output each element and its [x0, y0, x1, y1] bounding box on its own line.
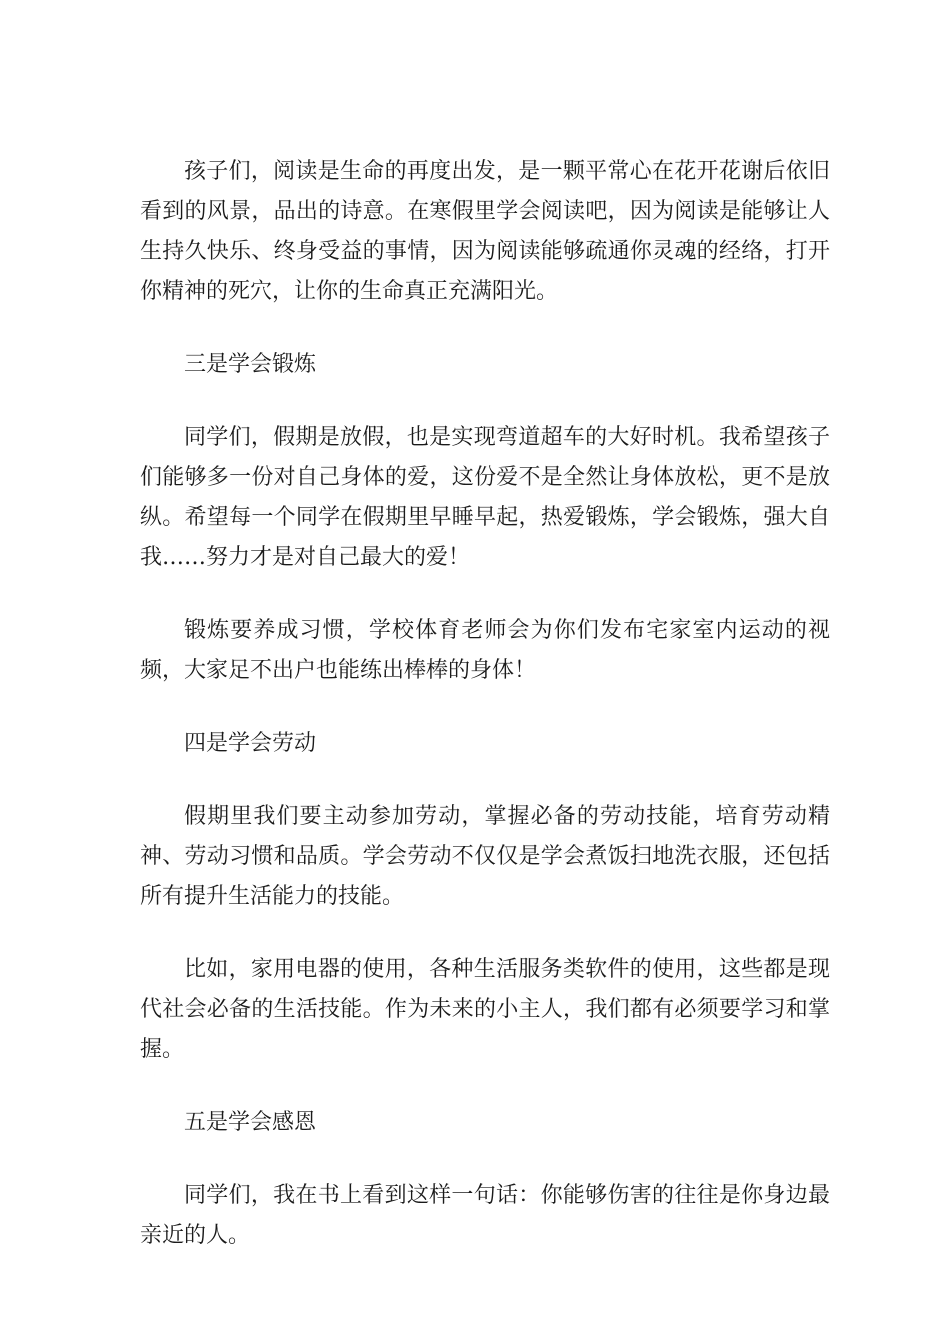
paragraph-life-skills: 比如，家用电器的使用，各种生活服务类软件的使用，这些都是现代社会必备的生活技能。作为未来的小主人，我们都有必须要学习和掌握。 [140, 957, 830, 1062]
paragraph-labor: 假期里我们要主动参加劳动，掌握必备的劳动技能，培育劳动精神、劳动习惯和品质。学会劳动不仅仅是学会煮饭扫地洗衣服，还包括所有提升生活能力的技能。 [140, 804, 830, 909]
paragraph-exercise-habit: 锻炼要养成习惯，学校体育老师会为你们发布宅家室内运动的视频，大家足不出户也能练出棒棒的身体！ [140, 618, 830, 683]
section-heading-labor: 四是学会劳动 [184, 731, 317, 756]
section-heading-gratitude: 五是学会感恩 [184, 1110, 317, 1135]
section-heading-exercise: 三是学会锻炼 [184, 352, 317, 377]
paragraph-reading: 孩子们，阅读是生命的再度出发，是一颗平常心在花开花谢后依旧看到的风景，品出的诗意。在寒假里学会阅读吧，因为阅读是能够让人生持久快乐、终身受益的事情，因为阅读能够疏通你灵魂的经络，打开你精神的死穴，让你的生命真正充满阳光。 [140, 159, 830, 304]
paragraph-exercise: 同学们，假期是放假，也是实现弯道超车的大好时机。我希望孩子们能够多一份对自己身体的爱，这份爱不是全然让身体放松，更不是放纵。希望每一个同学在假期里早睡早起，热爱锻炼，学会锻炼，强大自我……努力才是对自己最大的爱！ [140, 425, 830, 570]
paragraph-gratitude: 同学们，我在书上看到这样一句话：你能够伤害的往往是你身边最亲近的人。 [140, 1183, 830, 1248]
document-page [140, 152, 830, 1256]
